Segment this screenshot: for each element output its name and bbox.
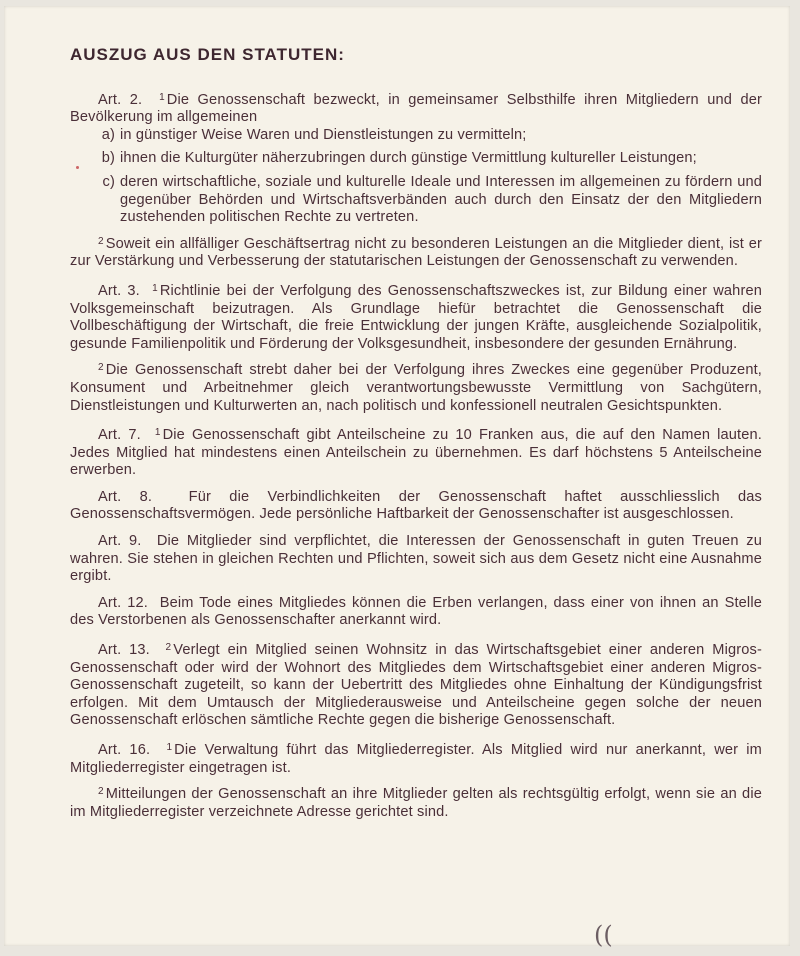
article-text: Die Genossenschaft gibt Anteilscheine zu 10 Franken aus, die auf den Namen lauten. Jedes Mitglied hat mindestens einen Anteilschein zu übernehmen. Es darf höchstens 5 Anteilscheine erwerben. — [70, 427, 762, 479]
document-title: AUSZUG AUS DEN STATUTEN: — [70, 45, 345, 64]
document-page — [4, 6, 790, 949]
article-3-paragraph-2 — [70, 359, 762, 415]
article-text: Die Verwaltung führt das Mitgliederregister. Als Mitglied wird nur anerkannt, wer im Mitgliederregister eingetragen ist. — [70, 742, 762, 776]
article-text: Die Genossenschaft bezweckt, in gemeinsamer Selbsthilfe ihren Mitgliedern und der Bevölkerung im allgemeinen — [70, 91, 763, 126]
article-label: Art. 12. — [98, 594, 148, 611]
statutes-excerpt — [70, 40, 762, 821]
list-text: in günstiger Weise Waren und Dienstleistungen zu vermitteln; — [120, 126, 527, 143]
article-label: Art. 3. — [98, 282, 140, 299]
article-7 — [70, 424, 762, 480]
list-letter: a) — [101, 126, 115, 143]
list-letter: b) — [101, 150, 115, 167]
footnote-number: 1 — [159, 91, 165, 103]
article-9 — [70, 533, 762, 586]
article-label: Art. 13. — [98, 642, 150, 659]
article-8 — [70, 489, 762, 524]
article-3-paragraph-1 — [70, 280, 762, 353]
footnote-number: 2 — [98, 786, 104, 798]
article-2-intro — [70, 89, 762, 127]
footnote-number: 2 — [98, 362, 104, 374]
article-2-list — [70, 127, 762, 227]
footnote-number: 2 — [98, 235, 104, 247]
article-label: Art. 2. — [98, 91, 143, 108]
article-13 — [70, 639, 762, 730]
list-item — [70, 174, 762, 227]
footnote-number: 1 — [166, 742, 173, 753]
article-text: Die Mitglieder sind verpflichtet, die Interessen der Genossenschaft in guten Treuen zu wahren. Sie stehen in gleichen Rechten und Pflichten, soweit sich aus dem Gesetz nicht eine Ausnahme ergibt. — [70, 533, 762, 585]
article-text: Soweit ein allfälliger Geschäftsertrag nicht zu besonderen Leistungen an die Mitglieder dient, ist er zur Verstärkung und Verbesserung der statutarischen Leistungen der Genossenschaft zu verwenden. — [70, 235, 762, 270]
article-label: Art. 16. — [98, 742, 151, 758]
list-item — [70, 127, 762, 145]
article-text: Verlegt ein Mitglied seinen Wohnsitz in das Wirtschaftsgebiet einer anderen Migros-Genossenschaft oder wird der Wohnort des Mitgliedes dem Wirtschaftsgebiet einer anderen Migros-Genossenschaft zugeteilt, so kann der Uebertritt des Mitgliedes ohne Einhaltung der Kündigungsfrist erfolgen. Mit dem Umtausch der Mitgliederausweise und Anteilscheine gegen solche der neuen Genossenschaft erlöschen sämtliche Rechte gegen die bisherige Genossenschaft. — [70, 642, 762, 729]
list-text: deren wirtschaftliche, soziale und kulturelle Ideale und Interessen im allgemeinen zu fördern und gegenüber Behörden und Wirtschaftsverbänden auch durch den Einsatz der den Mitgliedern zustehenden politischen Rechte zu vertreten. — [120, 173, 762, 226]
article-16-paragraph-1 — [70, 739, 762, 777]
article-text: Beim Tode eines Mitgliedes können die Erben verlangen, dass einer von ihnen an Stelle des Verstorbenen als Genossenschafter anerkannt wird. — [70, 594, 762, 629]
article-text: Die Genossenschaft strebt daher bei der Verfolgung ihres Zweckes eine gegenüber Produzent, Konsument und Arbeitnehmer gleich verantwortungsbewusste Vermittlung von Sachgütern, Dienstleistungen und Kulturwerten an, nach politisch und konfessionell neutralen Gesichtspunkten. — [70, 362, 762, 414]
page-mark: (( — [594, 921, 613, 949]
article-text: Mitteilungen der Genossenschaft an ihre Mitglieder gelten als rechtsgültig erfolgt, wenn sie an die im Mitgliederregister verzeichnete Adresse gerichtet sind. — [70, 786, 762, 820]
footnote-number: 1 — [152, 282, 158, 294]
article-16-paragraph-2 — [70, 783, 762, 821]
article-12 — [70, 595, 762, 630]
list-item — [70, 150, 762, 168]
list-text: ihnen die Kulturgüter näherzubringen durch günstige Vermittlung kultureller Leistungen; — [120, 150, 697, 167]
article-text: Richtlinie bei der Verfolgung des Genossenschaftszweckes ist, zur Bildung einer wahren Volksgemeinschaft beizutragen. Als Grundlage hiefür betrachtet die Genossenschaft die Vollbeschäftigung der Wirtschaft, die freie Entwicklung der jungen Kräfte, ausgleichende Sozialpolitik, gesunde Familienpolitik und Förderung der Volksgesundheit, insbesondere der gesunden Ernährung. — [70, 282, 762, 352]
article-text: Für die Verbindlichkeiten der Genossenschaft haftet ausschliesslich das Genossenschaftsvermögen. Jede persönliche Haftbarkeit der Genossenschafter ist ausgeschlossen. — [70, 488, 762, 523]
footnote-number: 2 — [165, 642, 172, 654]
article-label: Art. 8. — [98, 488, 153, 505]
article-label: Art. 7. — [98, 427, 141, 444]
list-letter: c) — [102, 173, 115, 190]
footnote-number: 1 — [154, 427, 161, 439]
article-label: Art. 9. — [98, 533, 142, 550]
article-2-paragraph-2 — [70, 233, 762, 271]
